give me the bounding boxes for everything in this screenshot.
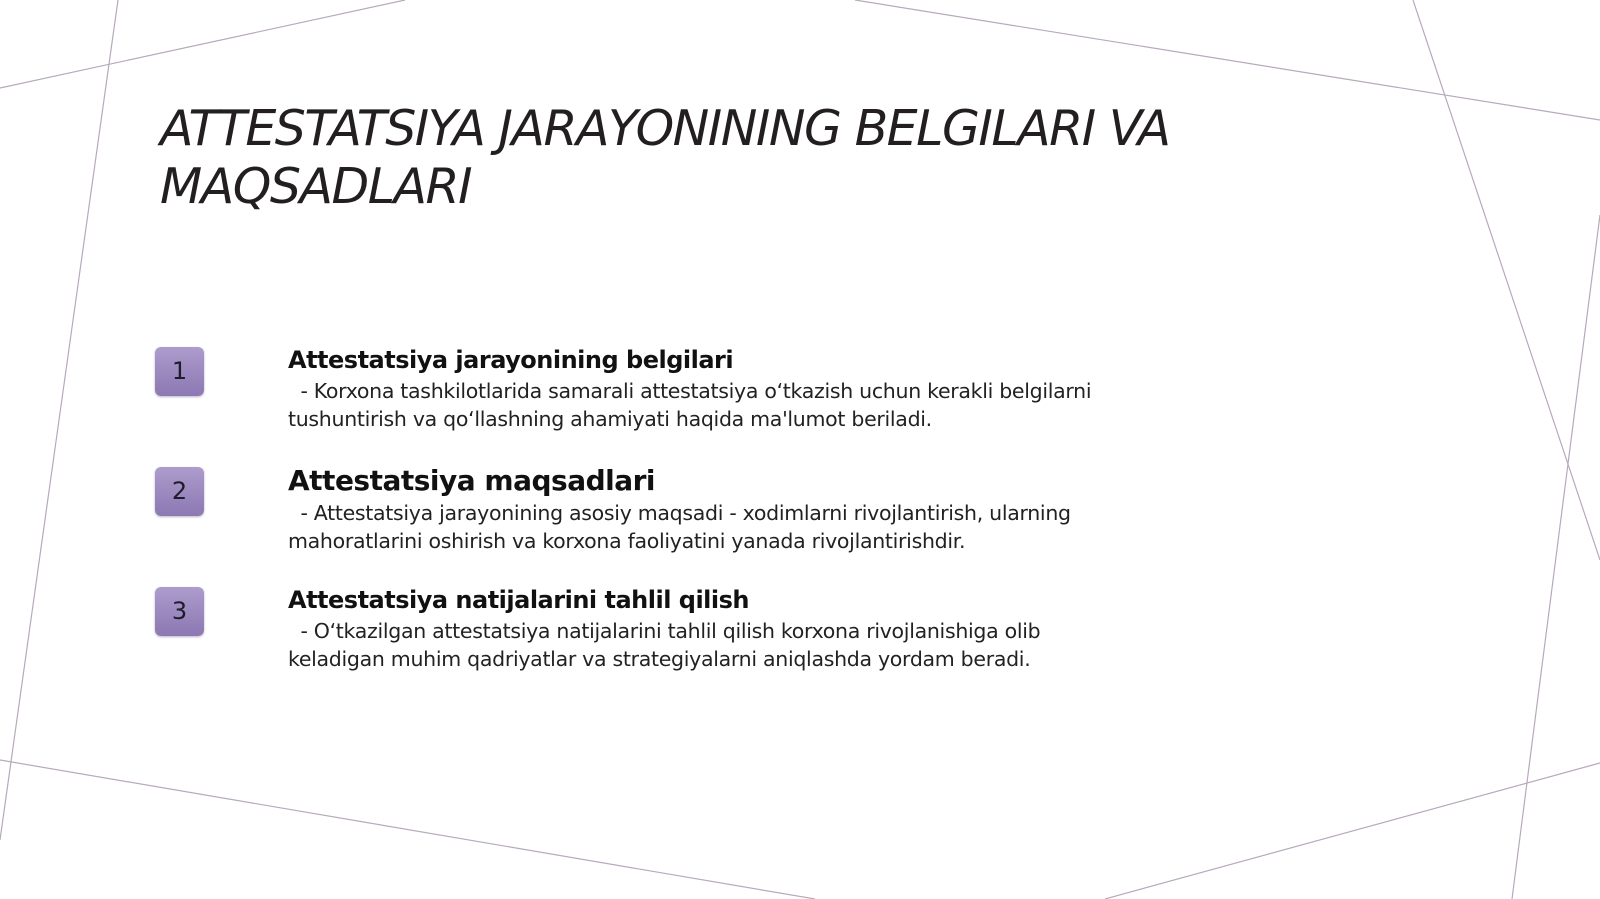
decor-line xyxy=(0,0,405,88)
decor-line xyxy=(1512,215,1600,899)
number-badge: 3 xyxy=(155,587,204,636)
item-heading: Attestatsiya maqsadlari xyxy=(288,464,656,497)
item-text xyxy=(288,585,1108,673)
number-badge: 2 xyxy=(155,467,204,516)
item-text xyxy=(288,345,1108,433)
item-text xyxy=(288,465,1108,555)
item-heading: Attestatsiya natijalarini tahlil qilish xyxy=(288,586,750,614)
decor-line xyxy=(1105,763,1600,899)
item-description: - Attestatsiya jarayonining asosiy maqsadi - xodimlarni rivojlantirish, ularning mahoratlarini oshirish va korxona faoliyatini yanada rivojlantirishdir. xyxy=(288,501,1077,553)
decor-line xyxy=(0,0,118,840)
page-title: ATTESTATSIYA JARAYONINING BELGILARI VA MAQSADLARI xyxy=(160,100,1170,215)
item-description: - O‘tkazilgan attestatsiya natijalarini tahlil qilish korxona rivojlanishiga olib keladigan muhim qadriyatlar va strategiyalarni aniqlashda yordam beradi. xyxy=(288,619,1047,671)
item-description: - Korxona tashkilotlarida samarali attestatsiya o‘tkazish uchun kerakli belgilarni tushuntirish va qo‘llashning ahamiyati haqida ma'lumot beriladi. xyxy=(288,379,1098,431)
decor-line xyxy=(0,760,815,899)
decor-line xyxy=(1413,0,1600,560)
item-heading: Attestatsiya jarayonining belgilari xyxy=(288,346,734,374)
number-badge: 1 xyxy=(155,347,204,396)
